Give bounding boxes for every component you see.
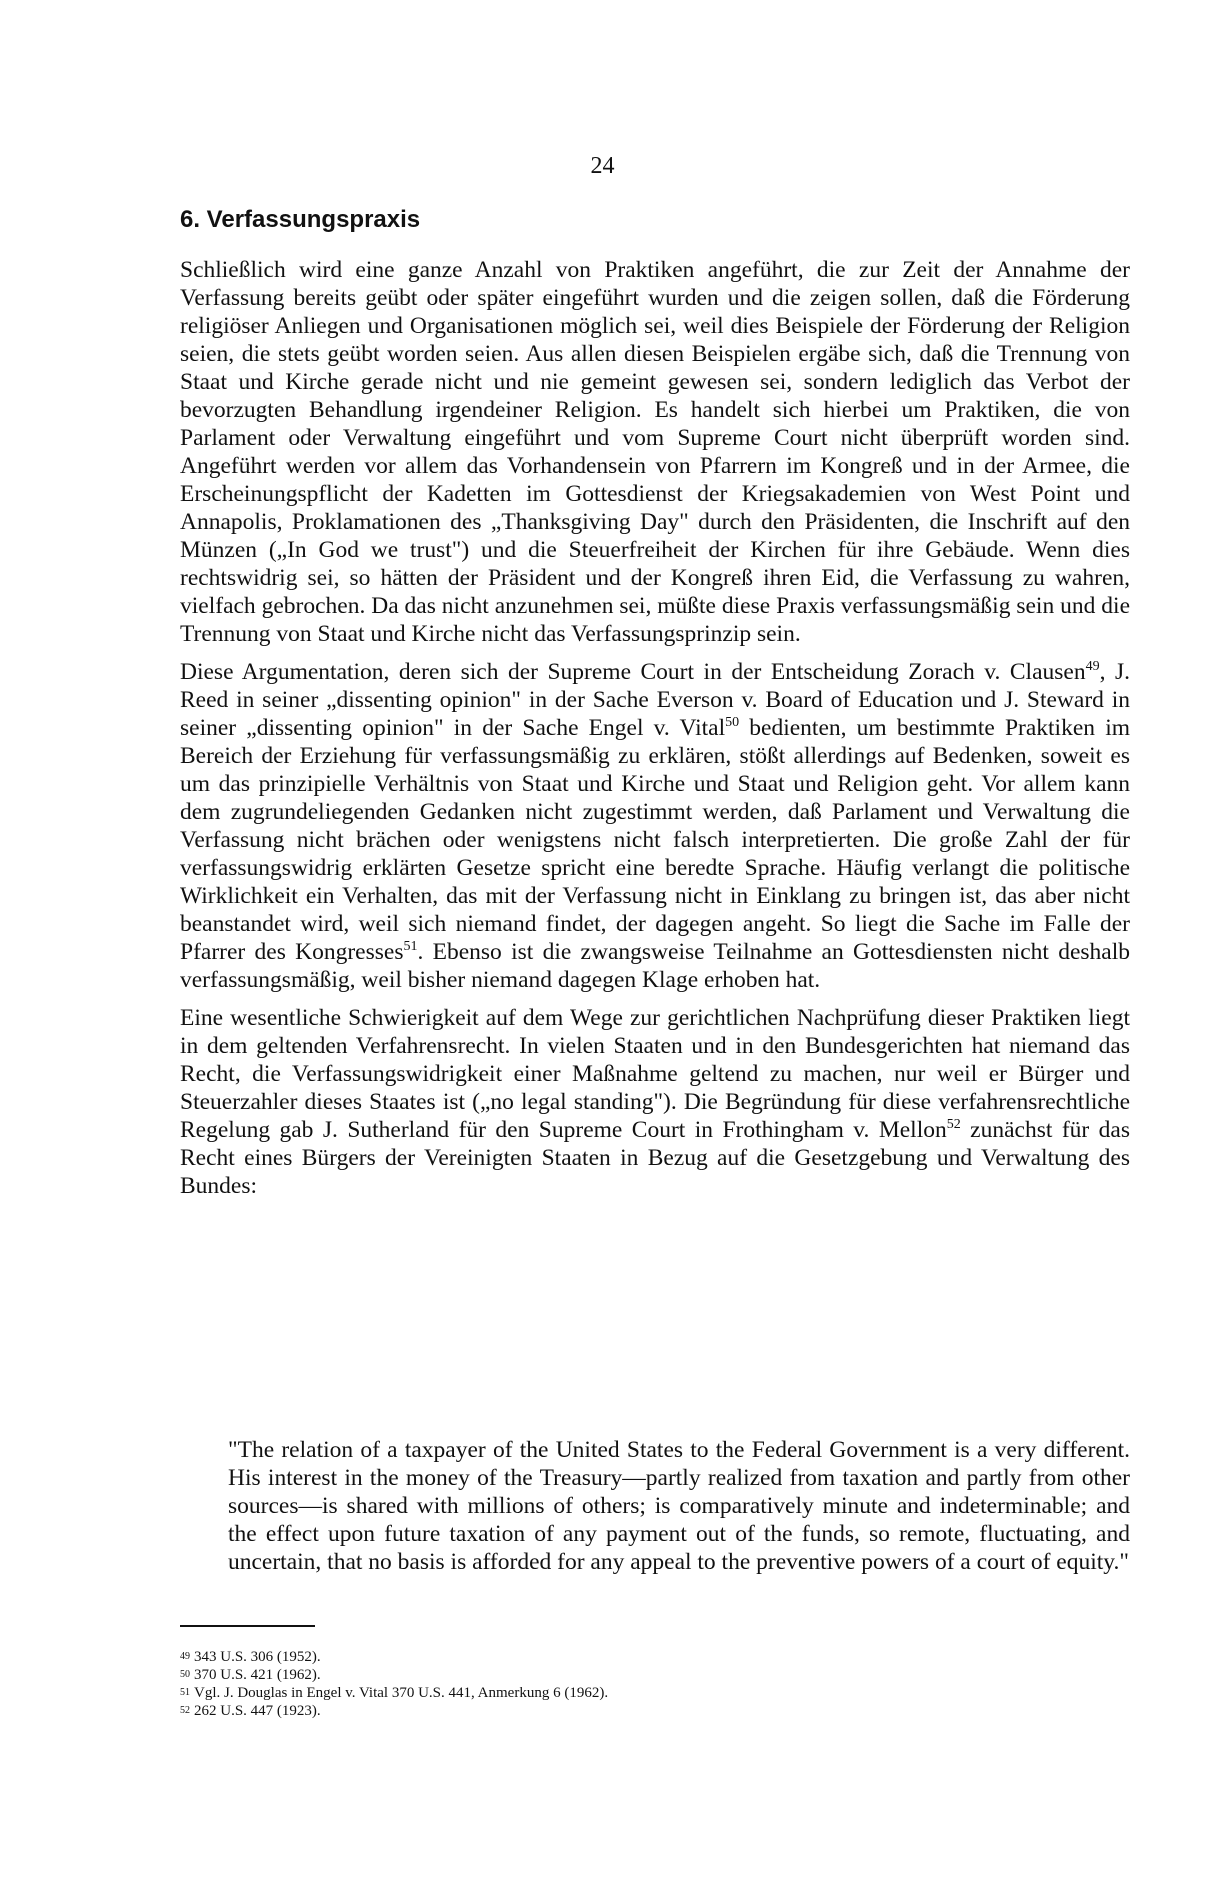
- footnote-mark: 50: [180, 1669, 190, 1680]
- section-heading: 6. Verfassungspraxis: [180, 206, 421, 233]
- footnote-ref: 51: [403, 939, 418, 955]
- paragraph-procedure: [180, 1004, 1130, 1200]
- footnote-ref: 52: [946, 1117, 961, 1133]
- footnote-text: Vgl. J. Douglas in Engel v. Vital 370 U.S. 441, Anmerkung 6 (1962).: [194, 1685, 609, 1701]
- body-text: [180, 256, 1130, 1210]
- footnote: [180, 1648, 1130, 1666]
- footnote-rule: [180, 1625, 315, 1627]
- page-number: 24: [590, 153, 615, 179]
- footnote-mark: 49: [180, 1651, 190, 1662]
- paragraph-text: zunächst für das Recht eines Bürgers der Vereinigten Staaten in Bezug auf die Gesetzgebung und Verwaltung des Bundes:: [180, 1117, 1130, 1199]
- paragraph-practices: Schließlich wird eine ganze Anzahl von Praktiken angeführt, die zur Zeit der Annahme der Verfassung bereits geübt oder später eingeführt wurden und die zeigen sollen, daß die Förderung religiöser Anliegen und Organisationen möglich sei, weil dies Beispiele der Förderung der Religion seien, die stets geübt worden seien. Aus allen diesen Beispielen ergäbe sich, daß die Trennung von Staat und Kirche gerade nicht und nie gemeint gewesen sei, sondern lediglich das Verbot der bevorzugten Behandlung irgendeiner Religion. Es handelt sich hierbei um Praktiken, die von Parlament oder Verwaltung eingeführt und vom Supreme Court nicht überprüft worden sind. Angeführt werden vor allem das Vorhandensein von Pfarrern im Kongreß und in der Armee, die Erscheinungspflicht der Kadetten im Gottesdienst der Kriegsakademien von West Point und Annapolis, Proklamationen des „Thanksgiving Day" durch den Präsidenten, die Inschrift auf den Münzen („In God we trust") und die Steuerfreiheit der Kirchen für ihre Gebäude. Wenn dies rechtswidrig sei, so hätten der Präsident und der Kongreß ihren Eid, die Verfassung zu wahren, vielfach gebrochen. Da das nicht anzunehmen sei, müßte diese Praxis verfassungsmäßig sein und die Trennung von Staat und Kirche nicht das Verfassungsprinzip sein.: [180, 257, 1130, 647]
- footnote: [180, 1666, 1130, 1684]
- paragraph-text: bedienten, um bestimmte Praktiken im Bereich der Erziehung für verfassungsmäßig zu erklären, stößt allerdings auf Bedenken, soweit es um das prinzipielle Verhältnis von Staat und Kirche und Staat und Religion geht. Vor allem kann dem zugrundeliegenden Gedanken nicht zugestimmt werden, daß Parlament und Verwaltung die Verfassung nicht brächen oder wenigstens nicht falsch interpretierten. Die große Zahl der für verfassungswidrig erklärten Gesetze spricht eine beredte Sprache. Häufig verlangt die politische Wirklichkeit ein Verhalten, das mit der Verfassung nicht in Einklang zu bringen ist, das aber nicht beanstandet wird, weil sich niemand findet, der dagegen angeht. So liegt die Sache im Falle der Pfarrer des Kongresses: [180, 715, 1131, 965]
- footnote-text: 343 U.S. 306 (1952).: [194, 1649, 321, 1665]
- paragraph-text: . Ebenso ist die zwangsweise Teilnahme an Gottesdiensten nicht deshalb verfassungsmäßig, weil bisher niemand dagegen Klage erhoben hat.: [180, 939, 1130, 993]
- footnote-ref: 49: [1085, 659, 1100, 675]
- footnote-mark: 51: [180, 1687, 190, 1698]
- footnote-mark: 52: [180, 1705, 190, 1716]
- footnote-text: 370 U.S. 421 (1962).: [194, 1667, 321, 1683]
- block-quote: "The relation of a taxpayer of the United States to the Federal Government is a very different. His interest in the money of the Treasury—partly realized from taxation and partly from other sources—is shared with millions of others; is comparatively minute and indeterminable; and the effect upon future taxation of any payment out of the funds, so remote, fluctuating, and uncertain, that no basis is afforded for any appeal to the preventive powers of a court of equity.": [228, 1437, 1130, 1575]
- footnote: [180, 1684, 1130, 1702]
- paragraph-text: , J. Reed in seiner „dissenting opinion" in der Sache Everson v. Board of Education und J. Steward in seiner „dissenting opinion" in der Sache Engel v. Vital: [180, 659, 1130, 741]
- footnote-text: 262 U.S. 447 (1923).: [194, 1703, 321, 1719]
- footnote: [180, 1702, 1130, 1720]
- paragraph-text: Diese Argumentation, deren sich der Supreme Court in der Entscheidung Zorach v. Clausen: [180, 659, 1086, 685]
- paragraph-argumentation: [180, 658, 1130, 994]
- paragraph-text: Eine wesentliche Schwierigkeit auf dem Wege zur gerichtlichen Nachprüfung dieser Praktiken liegt in dem geltenden Verfahrensrecht. In vielen Staaten und in den Bundesgerichten hat niemand das Recht, die Verfassungswidrigkeit einer Maßnahme geltend zu machen, nur weil er Bürger und Steuerzahler dieses Staates ist („no legal standing"). Die Begründung für diese verfahrensrechtliche Regelung gab J. Sutherland für den Supreme Court in Frothingham v. Mellon: [180, 1005, 1130, 1143]
- footnote-ref: 50: [725, 715, 740, 731]
- footnotes: [180, 1648, 1130, 1720]
